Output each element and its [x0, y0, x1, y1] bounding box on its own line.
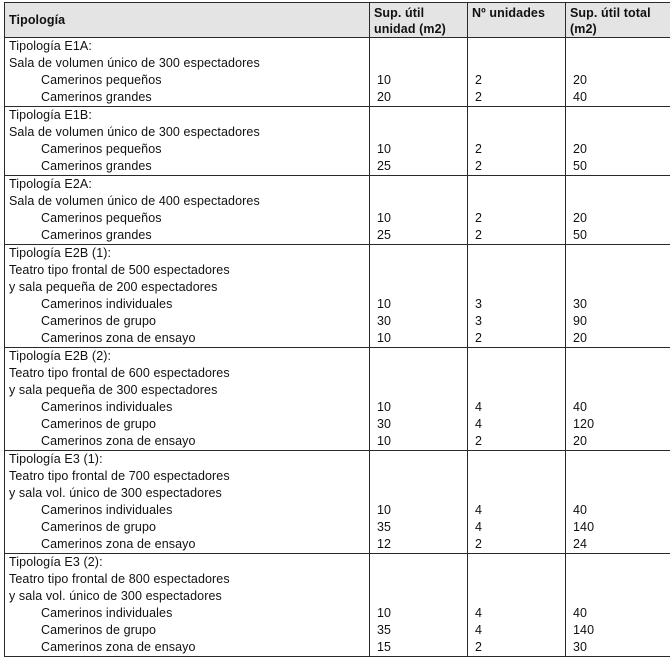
spacer [468, 245, 565, 262]
n-unidades-value: 3 [468, 296, 565, 313]
camerino-label: Camerinos grandes [5, 227, 369, 244]
sup-util-unidad-value: 10 [370, 605, 467, 622]
sup-util-total-value: 30 [566, 296, 670, 313]
n-unidades-value: 2 [468, 536, 565, 553]
camerino-label: Camerinos pequeños [5, 72, 369, 89]
tipologia-description: y sala vol. único de 300 espectadores [5, 485, 369, 502]
sup-util-total-value: 140 [566, 519, 670, 536]
spacer [370, 485, 467, 502]
spacer [370, 55, 467, 72]
spacer [468, 571, 565, 588]
sup-util-unidad-cell [370, 451, 468, 554]
sup-util-total-value: 20 [566, 141, 670, 158]
sup-util-total-value: 20 [566, 72, 670, 89]
camerino-label: Camerinos grandes [5, 89, 369, 106]
sup-util-total-cell [566, 451, 670, 554]
sup-util-unidad-cell [370, 107, 468, 176]
header-sup-util-unidad-line2: unidad (m2) [374, 21, 463, 37]
table-row [5, 348, 670, 451]
spacer [566, 55, 670, 72]
tipologia-title: Tipología E1A: [5, 38, 369, 55]
tipologia-cell [5, 451, 370, 554]
n-unidades-value: 4 [468, 519, 565, 536]
sup-util-total-value: 90 [566, 313, 670, 330]
spacer [370, 382, 467, 399]
sup-util-unidad-cell [370, 348, 468, 451]
spacer [370, 279, 467, 296]
header-sup-util-total-line1: Sup. útil total [570, 5, 666, 21]
sup-util-total-value: 140 [566, 622, 670, 639]
sup-util-unidad-cell [370, 245, 468, 348]
spacer [370, 571, 467, 588]
spacer [468, 485, 565, 502]
table-row [5, 176, 670, 245]
spacer [370, 554, 467, 571]
n-unidades-value: 4 [468, 416, 565, 433]
sup-util-unidad-value: 10 [370, 210, 467, 227]
sup-util-unidad-value: 10 [370, 502, 467, 519]
n-unidades-value: 2 [468, 330, 565, 347]
n-unidades-value: 2 [468, 158, 565, 175]
sup-util-unidad-value: 30 [370, 416, 467, 433]
tipologia-description: y sala vol. único de 300 espectadores [5, 588, 369, 605]
n-unidades-cell [468, 38, 566, 107]
spacer [370, 38, 467, 55]
sup-util-total-cell [566, 176, 670, 245]
spacer [566, 571, 670, 588]
tipologia-description: Sala de volumen único de 400 espectadores [5, 193, 369, 210]
spacer [566, 588, 670, 605]
tipologia-description: Sala de volumen único de 300 espectadores [5, 55, 369, 72]
spacer [468, 554, 565, 571]
camerino-label: Camerinos de grupo [5, 416, 369, 433]
header-sup-util-unidad [370, 3, 468, 38]
spacer [566, 348, 670, 365]
spacer [370, 348, 467, 365]
spacer [566, 107, 670, 124]
camerino-label: Camerinos zona de ensayo [5, 639, 369, 656]
tipologia-description: y sala pequeña de 300 espectadores [5, 382, 369, 399]
n-unidades-value: 4 [468, 399, 565, 416]
spacer [370, 588, 467, 605]
sup-util-total-value: 40 [566, 502, 670, 519]
spacer [566, 176, 670, 193]
tipologia-cell [5, 245, 370, 348]
tipologia-description: y sala pequeña de 200 espectadores [5, 279, 369, 296]
sup-util-total-value: 20 [566, 210, 670, 227]
spacer [566, 262, 670, 279]
camerino-label: Camerinos de grupo [5, 622, 369, 639]
sup-util-unidad-value: 35 [370, 622, 467, 639]
spacer [468, 176, 565, 193]
tipologia-cell [5, 554, 370, 657]
n-unidades-value: 2 [468, 227, 565, 244]
sup-util-total-value: 40 [566, 605, 670, 622]
header-n-unidades: Nº unidades [468, 3, 566, 38]
n-unidades-cell [468, 107, 566, 176]
tipologia-description: Teatro tipo frontal de 700 espectadores [5, 468, 369, 485]
sup-util-unidad-value: 25 [370, 158, 467, 175]
n-unidades-cell [468, 451, 566, 554]
header-tipologia: Tipología [5, 3, 370, 38]
sup-util-total-cell [566, 348, 670, 451]
tipologia-title: Tipología E2A: [5, 176, 369, 193]
spacer [566, 468, 670, 485]
sup-util-unidad-value: 10 [370, 72, 467, 89]
spacer [468, 193, 565, 210]
camerino-label: Camerinos pequeños [5, 210, 369, 227]
spacer [468, 38, 565, 55]
spacer [468, 468, 565, 485]
spacer [370, 365, 467, 382]
sup-util-total-value: 24 [566, 536, 670, 553]
camerino-label: Camerinos de grupo [5, 519, 369, 536]
tipologia-cell [5, 348, 370, 451]
camerino-label: Camerinos pequeños [5, 141, 369, 158]
sup-util-total-value: 40 [566, 89, 670, 106]
sup-util-unidad-value: 25 [370, 227, 467, 244]
sup-util-unidad-value: 20 [370, 89, 467, 106]
sup-util-total-cell [566, 554, 670, 657]
camerino-label: Camerinos individuales [5, 399, 369, 416]
table-row [5, 107, 670, 176]
spacer [566, 124, 670, 141]
spacer [370, 107, 467, 124]
camerinos-table [4, 2, 670, 657]
spacer [566, 279, 670, 296]
table-row [5, 245, 670, 348]
n-unidades-value: 2 [468, 141, 565, 158]
spacer [370, 124, 467, 141]
sup-util-unidad-value: 10 [370, 296, 467, 313]
n-unidades-value: 3 [468, 313, 565, 330]
sup-util-total-value: 120 [566, 416, 670, 433]
camerino-label: Camerinos de grupo [5, 313, 369, 330]
sup-util-unidad-value: 12 [370, 536, 467, 553]
table-row [5, 38, 670, 107]
spacer [468, 55, 565, 72]
tipologia-title: Tipología E3 (1): [5, 451, 369, 468]
n-unidades-value: 2 [468, 72, 565, 89]
tipologia-cell [5, 107, 370, 176]
n-unidades-cell [468, 554, 566, 657]
camerino-label: Camerinos zona de ensayo [5, 433, 369, 450]
spacer [468, 262, 565, 279]
tipologia-title: Tipología E2B (2): [5, 348, 369, 365]
sup-util-total-cell [566, 38, 670, 107]
n-unidades-cell [468, 176, 566, 245]
sup-util-total-cell [566, 107, 670, 176]
sup-util-unidad-value: 10 [370, 330, 467, 347]
spacer [566, 365, 670, 382]
spacer [566, 485, 670, 502]
spacer [468, 588, 565, 605]
sup-util-total-cell [566, 245, 670, 348]
n-unidades-value: 4 [468, 502, 565, 519]
camerino-label: Camerinos individuales [5, 605, 369, 622]
sup-util-unidad-value: 10 [370, 399, 467, 416]
n-unidades-value: 2 [468, 210, 565, 227]
tipologia-title: Tipología E3 (2): [5, 554, 369, 571]
sup-util-total-value: 40 [566, 399, 670, 416]
sup-util-total-value: 20 [566, 330, 670, 347]
tipologia-title: Tipología E1B: [5, 107, 369, 124]
sup-util-unidad-value: 10 [370, 433, 467, 450]
sup-util-unidad-cell [370, 38, 468, 107]
header-sup-util-unidad-line1: Sup. útil [374, 5, 463, 21]
spacer [468, 107, 565, 124]
spacer [370, 262, 467, 279]
table-body [5, 38, 670, 657]
n-unidades-value: 2 [468, 89, 565, 106]
spacer [566, 38, 670, 55]
tipologia-description: Sala de volumen único de 300 espectadores [5, 124, 369, 141]
spacer [370, 176, 467, 193]
camerino-label: Camerinos individuales [5, 296, 369, 313]
spacer [370, 451, 467, 468]
n-unidades-cell [468, 348, 566, 451]
sup-util-total-value: 50 [566, 227, 670, 244]
tipologia-description: Teatro tipo frontal de 800 espectadores [5, 571, 369, 588]
sup-util-unidad-value: 30 [370, 313, 467, 330]
spacer [566, 554, 670, 571]
sup-util-total-value: 50 [566, 158, 670, 175]
spacer [370, 193, 467, 210]
sup-util-unidad-cell [370, 554, 468, 657]
tipologia-cell [5, 38, 370, 107]
spacer [468, 348, 565, 365]
sup-util-total-value: 20 [566, 433, 670, 450]
camerino-label: Camerinos individuales [5, 502, 369, 519]
camerino-label: Camerinos zona de ensayo [5, 330, 369, 347]
n-unidades-cell [468, 245, 566, 348]
table-row [5, 451, 670, 554]
spacer [566, 382, 670, 399]
n-unidades-value: 2 [468, 639, 565, 656]
spacer [468, 124, 565, 141]
sup-util-unidad-value: 15 [370, 639, 467, 656]
sup-util-unidad-value: 10 [370, 141, 467, 158]
sup-util-unidad-value: 35 [370, 519, 467, 536]
header-sup-util-total-line2: (m2) [570, 21, 666, 37]
camerino-label: Camerinos grandes [5, 158, 369, 175]
n-unidades-value: 4 [468, 622, 565, 639]
spacer [468, 451, 565, 468]
sup-util-unidad-cell [370, 176, 468, 245]
tipologia-cell [5, 176, 370, 245]
spacer [468, 382, 565, 399]
spacer [566, 451, 670, 468]
camerino-label: Camerinos zona de ensayo [5, 536, 369, 553]
sup-util-total-value: 30 [566, 639, 670, 656]
tipologia-title: Tipología E2B (1): [5, 245, 369, 262]
header-sup-util-total [566, 3, 670, 38]
table-row [5, 554, 670, 657]
header-row [5, 3, 670, 38]
spacer [468, 279, 565, 296]
spacer [566, 193, 670, 210]
tipologia-description: Teatro tipo frontal de 500 espectadores [5, 262, 369, 279]
spacer [468, 365, 565, 382]
n-unidades-value: 4 [468, 605, 565, 622]
n-unidades-value: 2 [468, 433, 565, 450]
spacer [370, 245, 467, 262]
spacer [566, 245, 670, 262]
spacer [370, 468, 467, 485]
tipologia-description: Teatro tipo frontal de 600 espectadores [5, 365, 369, 382]
